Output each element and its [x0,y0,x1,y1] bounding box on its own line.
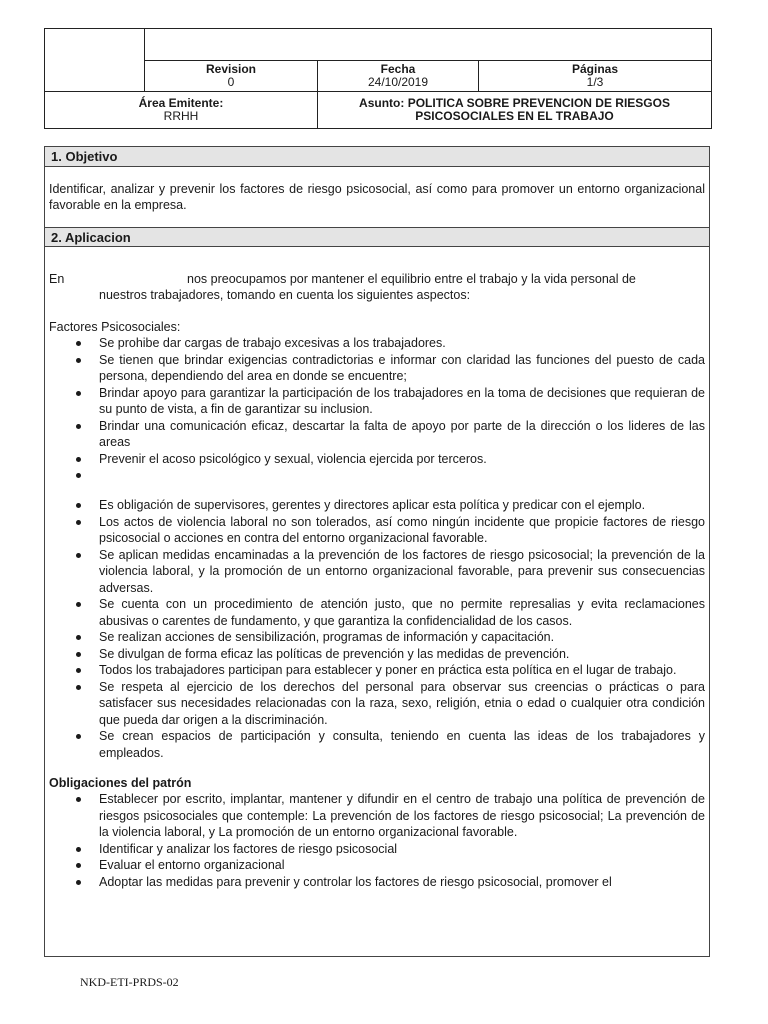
list-item: Brindar una comunicación eficaz, descartar la falta de apoyo por parte de la dirección o los lideres de las areas [99,418,705,449]
factores-label: Factores Psicosociales: [49,320,181,334]
title-cell [145,29,712,61]
list-item: Los actos de violencia laboral no son tolerados, así como ningún incidente que propicie factores de riesgo psicosocial o acciones en contra del entorno organizacional favorable. [99,514,705,545]
list-item: Prevenir el acoso psicológico y sexual, violencia ejercida por terceros. [99,451,705,468]
section-heading-objetivo: 1. Objetivo [45,147,709,167]
list-item: Se aplican medidas encaminadas a la prevención de los factores de riesgo psicosocial; la prevención de la violencia laboral, y la promoción de un entorno organizacional favorable, para prevenir sus consecuencias adversas. [99,547,705,595]
list-item: Es obligación de supervisores, gerentes y directores aplicar esta política y predicar con el ejemplo. [99,497,705,514]
factores-list [49,335,705,483]
revision-value: 0 [227,74,235,89]
document-code: NKD-ETI-PRDS-02 [80,975,179,989]
asunto-line2: PSICOSOCIALES EN EL TRABAJO [415,108,614,123]
list-item: Todos los trabajadores participan para establecer y poner en práctica esta política en el lugar de trabajo. [99,662,705,679]
fecha-value: 24/10/2019 [367,74,429,89]
list-item: Se prohibe dar cargas de trabajo excesivas a los trabajadores. [99,335,705,352]
list-item: Se respeta al ejercicio de los derechos del personal para observar sus creencias o prácticas o para satisfacer sus necesidades relacionadas con la raza, sexo, religión, etnia o edad o cualquier otra condición que pueda dar origen a la discriminación. [99,679,705,727]
list-item [99,467,705,483]
list-item: Identificar y analizar los factores de riesgo psicosocial [99,841,705,858]
list-item: Se cuenta con un procedimiento de atención justo, que no permite represalias y evita reclamaciones abusivas o carentes de fundamento, y que garantiza la confidencialidad de los casos. [99,597,705,628]
paginas-cell [479,61,712,91]
asunto-cell [318,91,712,128]
content-box [44,146,710,957]
list-item: Se divulgan de forma eficaz las políticas de prevención y las medidas de prevención. [99,646,705,663]
list-item: Se crean espacios de participación y consulta, teniendo en cuenta las ideas de los trabajadores y empleados. [99,729,705,760]
list-item: Evaluar el entorno organizacional [99,857,705,874]
fecha-cell [318,61,479,91]
obligaciones-heading: Obligaciones del patrón [49,776,192,790]
obligaciones-list [49,791,705,890]
politicas-list [49,497,705,761]
list-item: Se tienen que brindar exigencias contradictorias e informar con claridad las funciones del puesto de cada persona, dependiendo del area en donde se encuentre; [99,352,705,383]
objetivo-text: Identificar, analizar y prevenir los factores de riesgo psicosocial, así como para promover un entorno organizacional favorable en la empresa. [49,182,705,212]
asunto-line1: Asunto: POLITICA SOBRE PREVENCION DE RIESGOS [359,95,670,110]
aplicacion-intro [49,271,705,287]
logo-cell [45,29,145,92]
paginas-label: Páginas [571,61,619,76]
aplicacion-body [45,247,709,890]
revision-cell [145,61,318,91]
document-header-table [44,28,712,129]
list-item: Brindar apoyo para garantizar la participación de los trabajadores en la toma de decisiones que requieran de su punto de vista, a fin de garantizar su inclusion. [99,385,705,416]
section-heading-aplicacion: 2. Aplicacion [45,227,709,247]
intro-rest: nos preocupamos por mantener el equilibrio entre el trabajo y la vida personal de [187,272,636,286]
intro-en: En [49,272,65,286]
fecha-label: Fecha [380,61,416,76]
area-label: Área Emitente: [138,95,224,110]
paginas-value: 1/3 [586,74,604,89]
revision-label: Revision [205,61,256,76]
intro-line2: nuestros trabajadores, tomando en cuenta los siguientes aspectos: [99,288,471,302]
list-item: Establecer por escrito, implantar, mantener y difundir en el centro de trabajo una política de prevención de riesgos psicosociales que contemple: La prevención de los factores de riesgo psicosocial; La prevención de la violencia laboral, y La promoción de un entorno organizacional favorable. [99,792,705,839]
area-value: RRHH [163,108,199,123]
list-item: Se realizan acciones de sensibilización, programas de información y capacitación. [99,629,705,646]
list-item: Adoptar las medidas para prevenir y controlar los factores de riesgo psicosocial, promover el [99,874,705,891]
area-cell [45,91,318,128]
